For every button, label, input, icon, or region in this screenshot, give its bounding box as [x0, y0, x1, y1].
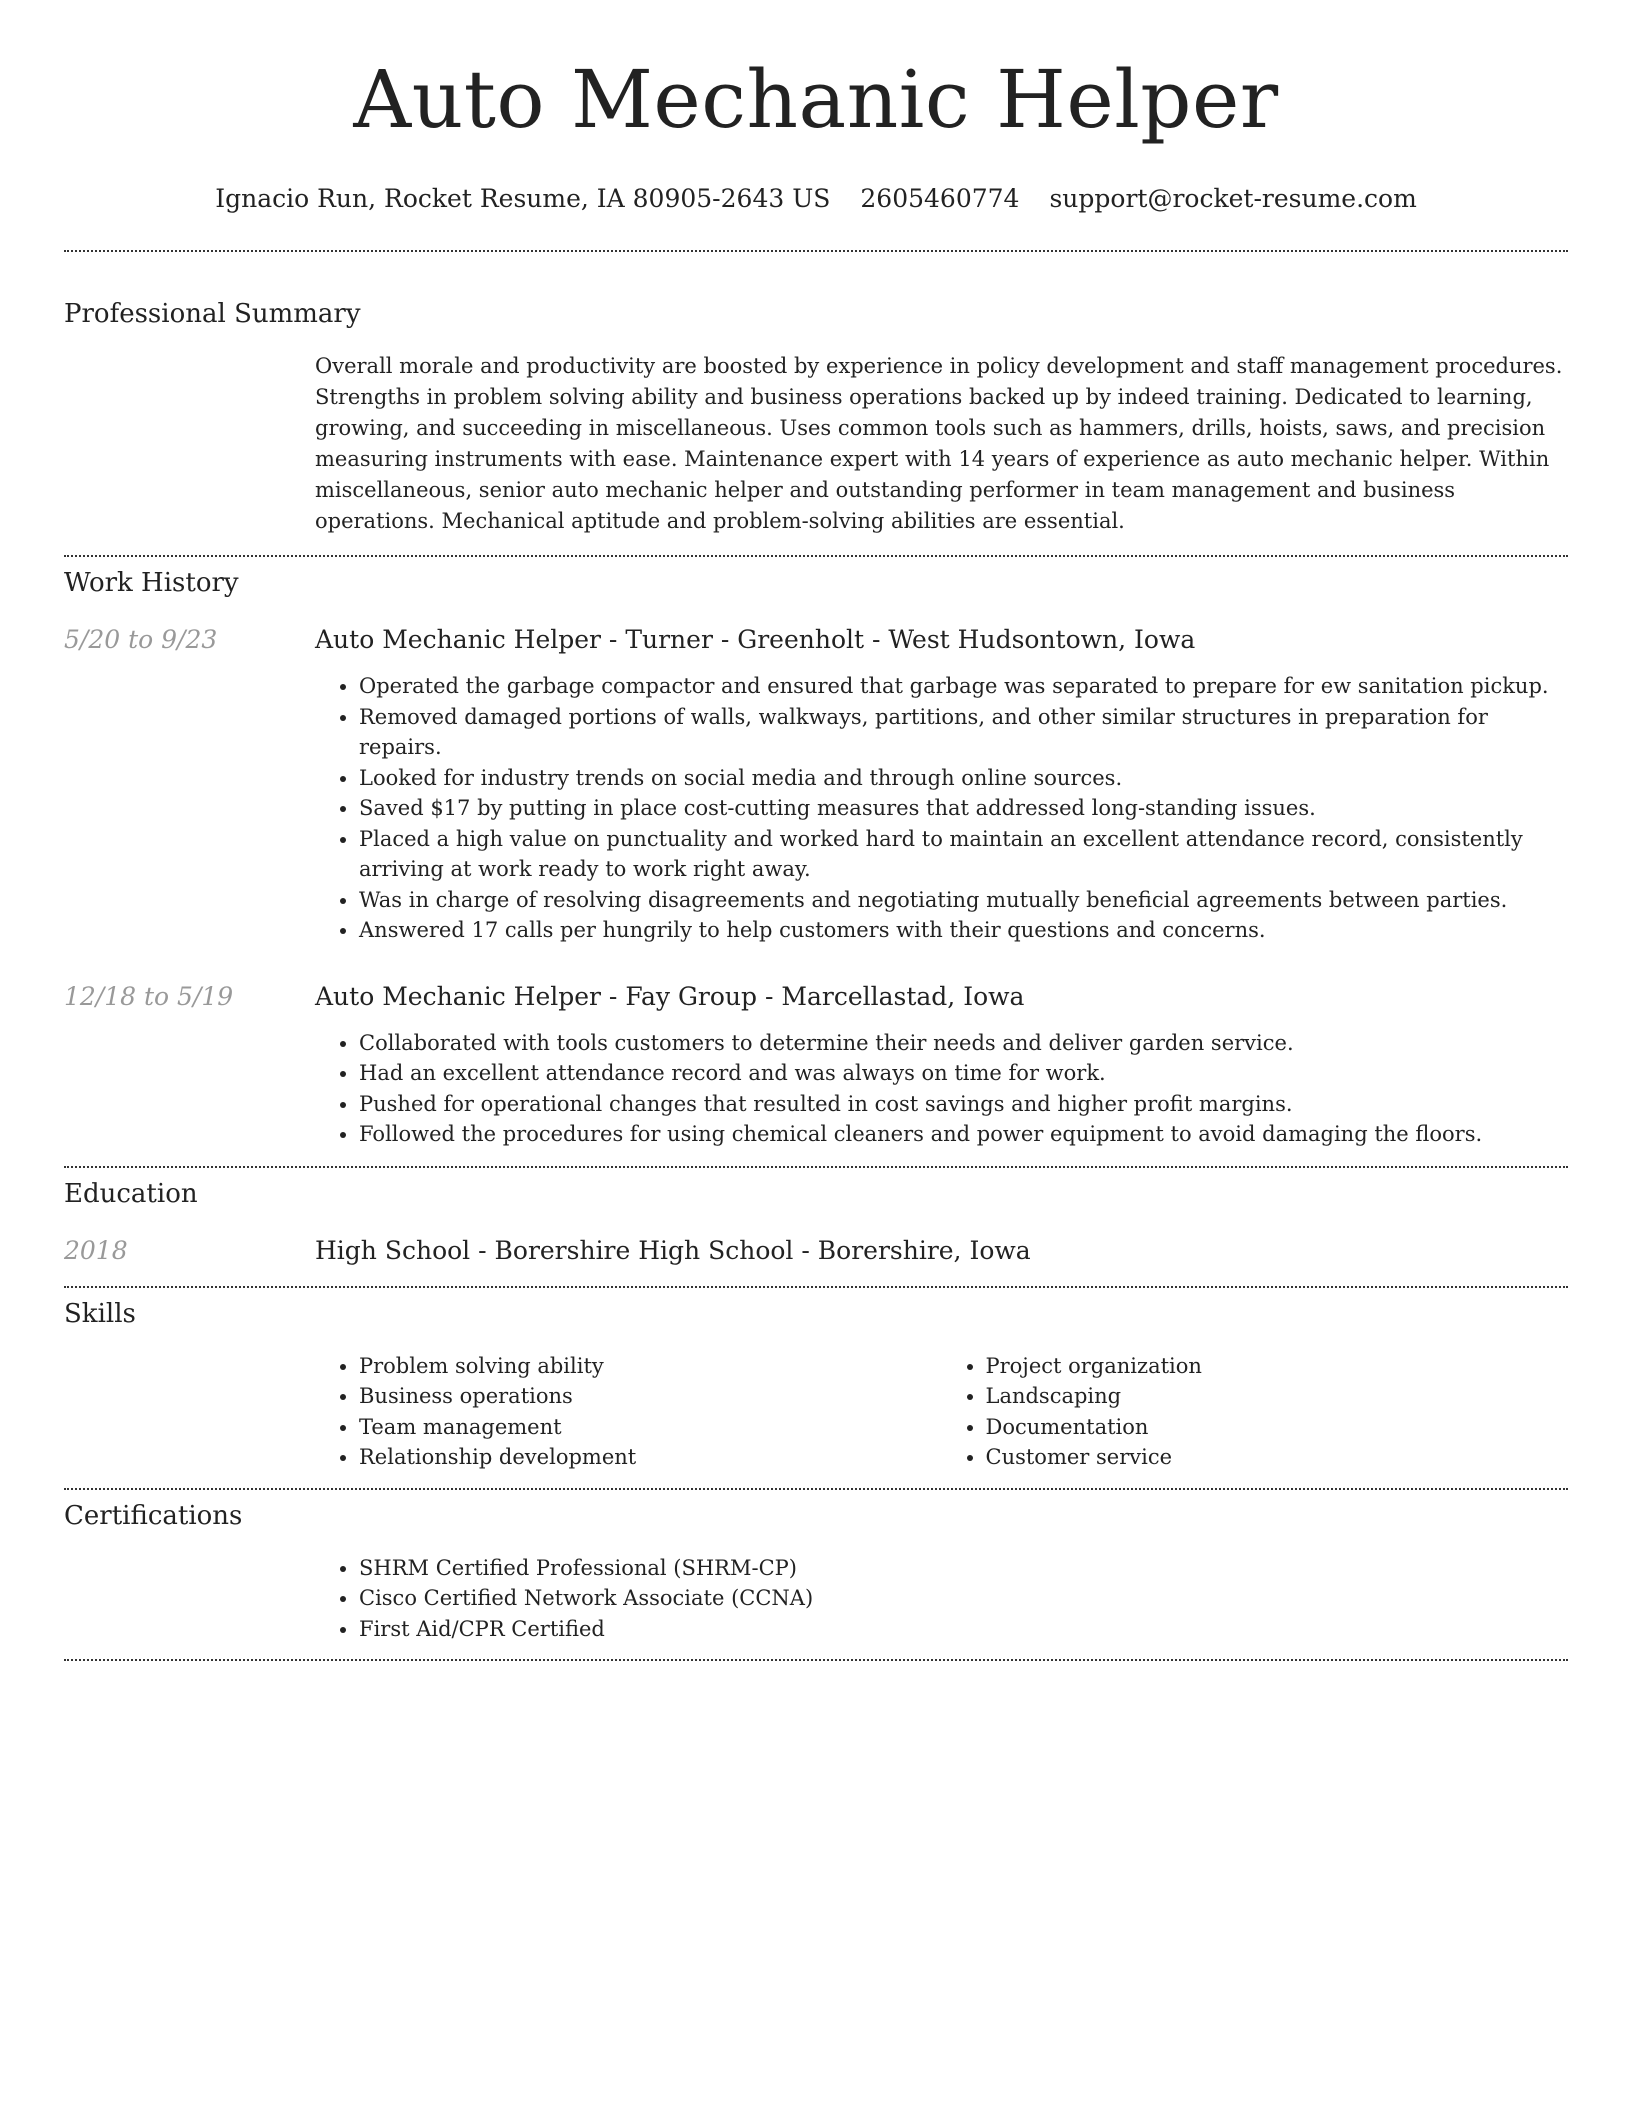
list-item: • Followed the procedures for using chemical cleaners and power equipment to avoid damaging the floors. — [359, 1119, 1568, 1150]
list-item: • Problem solving ability — [359, 1351, 942, 1382]
contact-line — [64, 182, 1568, 216]
job-bullets — [315, 671, 1568, 946]
list-item: • Had an excellent attendance record and was always on time for work. — [359, 1058, 1568, 1089]
education-entry — [64, 1234, 1568, 1268]
job-title: Auto Mechanic Helper - Fay Group - Marcellastad, Iowa — [315, 981, 1025, 1011]
education-year: 2018 — [64, 1235, 128, 1265]
education-text: High School - Borershire High School - Borershire, Iowa — [315, 1235, 1031, 1265]
job-entry — [64, 623, 1568, 946]
list-item: • Business operations — [359, 1381, 942, 1412]
work-history-title: Work History — [64, 568, 239, 598]
work-history-section — [64, 557, 1568, 1150]
list-item: • Customer service — [986, 1442, 1569, 1473]
skills-list-left — [315, 1351, 942, 1473]
job-bullets — [315, 1028, 1568, 1150]
certifications-title: Certifications — [64, 1500, 243, 1531]
list-item: • First Aid/CPR Certified — [359, 1614, 1568, 1645]
contact-email[interactable]: support@rocket-resume.com — [1049, 184, 1417, 213]
list-item: • Cisco Certified Network Associate (CCNA) — [359, 1583, 1568, 1614]
list-item: • Saved $17 by putting in place cost-cutting measures that addressed long-standing issues. — [359, 793, 1568, 824]
list-item: • Project organization — [986, 1351, 1569, 1382]
list-item: • Was in charge of resolving disagreements and negotiating mutually beneficial agreements between parties. — [359, 885, 1568, 916]
job-entry — [64, 980, 1568, 1150]
list-item: • Pushed for operational changes that resulted in cost savings and higher profit margins. — [359, 1089, 1568, 1120]
contact-address: Ignacio Run, Rocket Resume, IA 80905-2643 US — [215, 184, 831, 213]
summary-section — [64, 252, 1568, 537]
resume-page — [64, 0, 1568, 1661]
divider — [64, 1659, 1568, 1661]
list-item: • Collaborated with tools customers to determine their needs and deliver garden service. — [359, 1028, 1568, 1059]
list-item: • Removed damaged portions of walls, walkways, partitions, and other similar structures in preparation for repairs. — [359, 702, 1568, 763]
job-title: Auto Mechanic Helper - Turner - Greenholt - West Hudsontown, Iowa — [315, 625, 1196, 654]
list-item: • Relationship development — [359, 1442, 942, 1473]
summary-text: Overall morale and productivity are boosted by experience in policy development and staff management procedures. Strengths in problem solving ability and business operations backed up by indeed training. Dedicated to learning, growing, and succeeding in miscellaneous. Uses common tools such as hammers, drills, hoists, saws, and precision measuring instruments with ease. Maintenance expert with 14 years of experience as auto mechanic helper. Within miscellaneous, senior auto mechanic helper and outstanding performer in team management and business operations. Mechanical aptitude and problem-solving abilities are essential. — [315, 354, 1563, 533]
list-item: • Landscaping — [986, 1381, 1569, 1412]
list-item: • Placed a high value on punctuality and worked hard to maintain an excellent attendance record, consistently arriving at work ready to work right away. — [359, 824, 1568, 885]
skills-list-right — [942, 1351, 1569, 1473]
job-dates: 5/20 to 9/23 — [64, 625, 218, 654]
contact-phone: 2605460774 — [860, 184, 1020, 213]
certifications-section — [64, 1490, 1568, 1645]
list-item: • Answered 17 calls per hungrily to help customers with their questions and concerns. — [359, 915, 1568, 946]
list-item: • Documentation — [986, 1412, 1569, 1443]
candidate-name: Auto Mechanic Helper — [353, 53, 1279, 146]
summary-title: Professional Summary — [64, 299, 361, 329]
education-title: Education — [64, 1178, 198, 1209]
list-item: • Looked for industry trends on social media and through online sources. — [359, 763, 1568, 794]
list-item: • Operated the garbage compactor and ensured that garbage was separated to prepare for ew sanitation pickup. — [359, 671, 1568, 702]
list-item: • Team management — [359, 1412, 942, 1443]
resume-header — [64, 0, 1568, 216]
skills-title: Skills — [64, 1298, 136, 1329]
job-dates: 12/18 to 5/19 — [64, 981, 234, 1011]
education-section — [64, 1168, 1568, 1268]
skills-section — [64, 1288, 1568, 1473]
certifications-list — [315, 1553, 1568, 1645]
list-item: • SHRM Certified Professional (SHRM-CP) — [359, 1553, 1568, 1584]
